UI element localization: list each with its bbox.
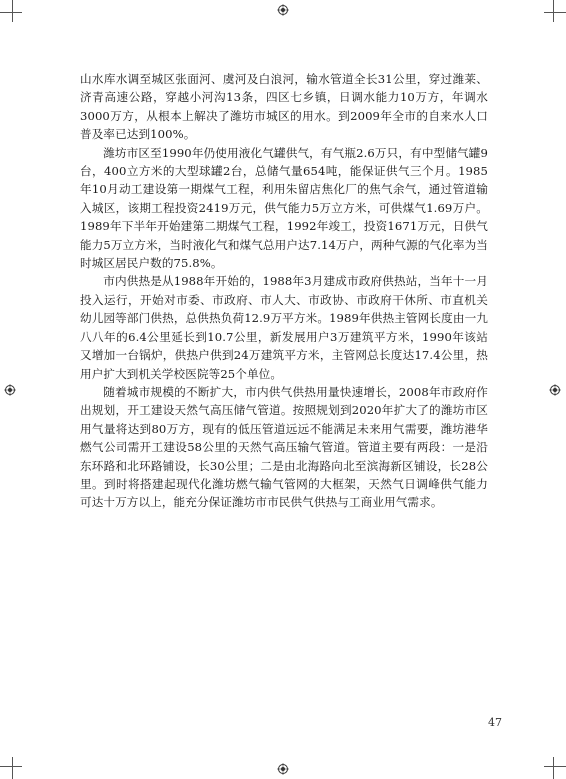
registration-mark-right-icon <box>549 384 561 396</box>
paragraph-heating: 市内供热是从1988年开始的，1988年3月建成市政府供热站，当年十一月投入运行，开始对市委、市政府、市人大、市政协、市政府干休所、市直机关幼儿园等部门供热，总供热负荷12.9万平方米。1989年供热主管网长度由一九八八年的6.4公里延长到10.7公里，新发展用户3万建筑平方米，1990年该站又增加一台锅炉，供热户供到24万建筑平方米，主管网总长度达17.4公里，热用户扩大到机关学校医院等25个单位。 <box>80 274 488 381</box>
page-number: 47 <box>488 716 502 729</box>
crop-mark-top-left-h <box>0 12 22 13</box>
registration-mark-top-icon <box>277 4 289 16</box>
crop-mark-top-right-h <box>544 12 566 13</box>
crop-mark-bottom-right-h <box>544 766 566 767</box>
paragraph-natural-gas: 随着城市规模的不断扩大，市内供气供热用量快速增长，2008年市政府作出规划，开工建设天然气高压储气管道。按照规划到2020年扩大了的潍坊市区用气量将达到80万方，现有的低压管道远远不能满足未来用气需要，潍坊港华燃气公司需开工建设58公里的天然气高压输气管道。管道主要有两段：一是沿东环路和北环路铺设，长30公里；二是由北海路向北至滨海新区铺设，长28公里。到时将搭建起现代化潍坊燃气输气管网的大框架，天然气日调峰供气能力可达十万方以上，能充分保证潍坊市市民供气供热与工商业用气需求。 <box>80 384 488 510</box>
paragraph-gas-supply: 潍坊市区至1990年仍使用液化气罐供气，有气瓶2.6万只，有中型储气罐9台，400立方米的大型球罐2台，总储气量654吨，能保证供气三个月。1985年10月动工建设第一期煤气工程，利用朱留店焦化厂的焦气余气，通过管道输入城区，该期工程投资2419万元，供气能力5万立方米，可供煤气1.69万户。1989年下半年开始建第二期煤气工程，1992年竣工，投资1671万元，日供气能力5万立方米，当时液化气和煤气总用户达7.14万户，两种气源的气化率为当时城区居民户数的75.8%。 <box>80 145 488 271</box>
body-text <box>80 70 488 512</box>
paragraph-water-supply: 山水库水调至城区张面河、虞河及白浪河，输水管道全长31公里，穿过潍莱、济青高速公路，穿越小河沟13条，四区七乡镇，日调水能力10万方，年调水3000万方，从根本上解决了潍坊市城区的用水。到2009年全市的自来水人口普及率已达到100%。 <box>80 72 488 142</box>
crop-mark-bottom-left-v <box>12 757 13 779</box>
crop-mark-bottom-right-v <box>553 757 554 779</box>
crop-mark-bottom-left-h <box>0 766 22 767</box>
registration-mark-left-icon <box>4 384 16 396</box>
crop-mark-top-left-v <box>12 0 13 22</box>
registration-mark-bottom-icon <box>277 763 289 775</box>
crop-mark-top-right-v <box>553 0 554 22</box>
